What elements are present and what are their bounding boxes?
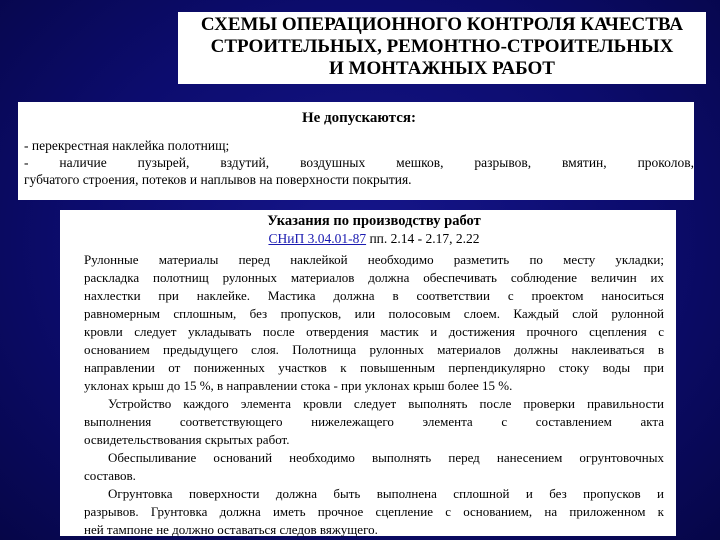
paragraph-line: Устройство каждого элемента кровли следует выполнять после проверки правильности <box>108 396 664 411</box>
forbidden-item: - наличие пузырей, вздутий, воздушных мешков, разрывов, вмятин, проколов, <box>24 155 694 170</box>
paragraph-line: разрывов. Грунтовка должна иметь прочное сцепление с основанием, на приложенном к <box>84 504 664 519</box>
title-line: И МОНТАЖНЫХ РАБОТ <box>329 58 555 79</box>
paragraph-line: Рулонные материалы перед наклейкой необходимо разметить по месту укладки; <box>84 252 664 267</box>
title-line: СТРОИТЕЛЬНЫХ, РЕМОНТНО-СТРОИТЕЛЬНЫХ <box>210 36 674 57</box>
norm-reference <box>84 230 664 247</box>
title-box <box>178 12 706 84</box>
clauses-text: пп. 2.14 - 2.17, 2.22 <box>366 231 480 246</box>
forbidden-box <box>18 102 694 200</box>
paragraph-line: кровли следует укладывать после отвердения мастик и достижения прочного сцепления с <box>84 324 664 339</box>
forbidden-heading: Не допускаются: <box>301 110 416 126</box>
paragraph-line: направлении от пониженных участков к повышенным перпендикулярно стоку воды при <box>84 360 664 375</box>
paragraph-line: уклонах крыш до 15 %, в направлении стока - при уклонах крыш более 15 %. <box>84 378 513 393</box>
instructions-box <box>60 210 676 536</box>
paragraph-line: нахлестки при наклейке. Мастика должна в соответствии с проектом наноситься <box>84 288 664 303</box>
paragraph-line: выполнения соответствующего нижележащего элемента с составлением акта <box>84 414 664 429</box>
paragraph-line: составов. <box>84 468 136 483</box>
paragraph-line: Огрунтовка поверхности должна быть выполнена сплошной и без пропусков и <box>108 486 664 501</box>
instructions-heading: Указания по производству работ <box>267 213 481 229</box>
paragraph-line: освидетельствования скрытых работ. <box>84 432 290 447</box>
paragraph-line: ней тампоне не должно оставаться следов вяжущего. <box>84 522 378 537</box>
forbidden-item: губчатого строения, потеков и наплывов на поверхности покрытия. <box>24 172 412 187</box>
paragraph-line: основанием предыдущего слоя. Полотнища рулонных материалов должны наклеиваться в <box>84 342 664 357</box>
snip-link[interactable]: СНиП 3.04.01-87 <box>268 231 367 246</box>
forbidden-item: - перекрестная наклейка полотнищ; <box>24 138 230 153</box>
paragraph-line: равномерным сплошным, без пропусков, или полосовым слоем. Каждый слой рулонной <box>84 306 664 321</box>
paragraph-line: Обеспыливание оснований необходимо выполнять перед нанесением огрунтовочных <box>108 450 664 465</box>
paragraph-line: раскладка полотнищ рулонных материалов должна обеспечивать соблюдение величин их <box>84 270 664 285</box>
title-line: СХЕМЫ ОПЕРАЦИОННОГО КОНТРОЛЯ КАЧЕСТВА <box>200 14 684 35</box>
